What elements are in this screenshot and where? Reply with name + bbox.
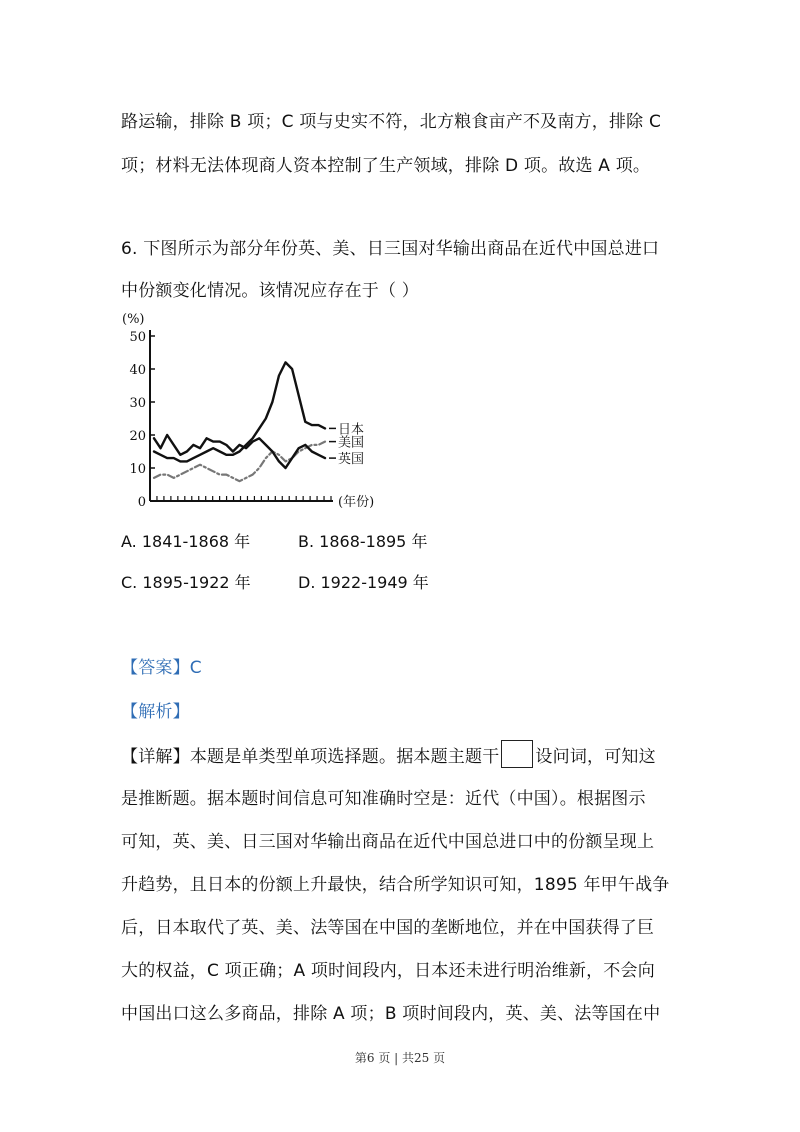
question-stem-line: 6. 下图所示为部分年份英、美、日三国对华输出商品在近代中国总进口 xyxy=(121,239,660,259)
y-axis xyxy=(129,330,155,510)
explanation-line: 后，日本取代了英、美、法等国在中国的垄断地位，并在中国获得了巨 xyxy=(121,918,655,938)
explanation-line xyxy=(121,740,656,768)
y-tick-label: 40 xyxy=(129,363,146,378)
series-lines xyxy=(154,362,325,481)
y-tick-label: 30 xyxy=(129,396,146,411)
y-unit-label: (%) xyxy=(122,312,145,327)
explanation-line: 中国出口这么多商品，排除 A 项；B 项时间段内，英、美、法等国在中 xyxy=(121,1004,661,1024)
question-stem-line: 中份额变化情况。该情况应存在于（ ） xyxy=(121,281,420,301)
option-a[interactable]: A. 1841-1868 年 xyxy=(121,532,251,551)
trade-share-line-chart xyxy=(118,305,418,515)
explanation-text: 设问词，可知这 xyxy=(535,747,656,767)
body-text-line: 路运输，排除 B 项；C 项与史实不符，北方粮食亩产不及南方，排除 C xyxy=(121,112,662,132)
page-footer: 第6 页 | 共25 页 xyxy=(354,1051,446,1065)
x-axis xyxy=(150,496,333,501)
blank-image-box xyxy=(501,740,533,768)
explanation-line: 升趋势，且日本的份额上升最快，结合所学知识可知，1895 年甲午战争 xyxy=(121,875,670,895)
detail-tag: 【详解】 xyxy=(121,747,190,767)
series-label: 美国 xyxy=(338,435,365,451)
y-tick-label: 20 xyxy=(129,429,146,444)
series-labels xyxy=(329,421,364,467)
series-label: 日本 xyxy=(338,422,365,438)
explanation-text: 本题是单类型单项选择题。据本题主题干 xyxy=(189,747,500,767)
explanation-line: 大的权益，C 项正确；A 项时间段内，日本还未进行明治维新，不会向 xyxy=(121,961,655,981)
explanation-line: 可知，英、美、日三国对华输出商品在近代中国总进口中的份额呈现上 xyxy=(121,832,655,852)
y-tick-label: 0 xyxy=(137,495,146,510)
explanation-line: 是推断题。据本题时间信息可知准确时空是：近代（中国）。根据图示 xyxy=(121,789,646,809)
x-unit-label: (年份) xyxy=(338,495,375,510)
answer-tag: 【答案】C xyxy=(121,658,202,678)
option-c[interactable]: C. 1895-1922 年 xyxy=(121,573,251,592)
y-tick-label: 10 xyxy=(129,462,146,477)
body-text-line: 项；材料无法体现商人资本控制了生产领域，排除 D 项。故选 A 项。 xyxy=(121,156,651,176)
y-tick-label: 50 xyxy=(129,330,146,345)
series-label: 英国 xyxy=(338,452,365,468)
analysis-tag: 【解析】 xyxy=(121,702,190,722)
option-d[interactable]: D. 1922-1949 年 xyxy=(298,573,429,592)
option-b[interactable]: B. 1868-1895 年 xyxy=(298,532,428,551)
